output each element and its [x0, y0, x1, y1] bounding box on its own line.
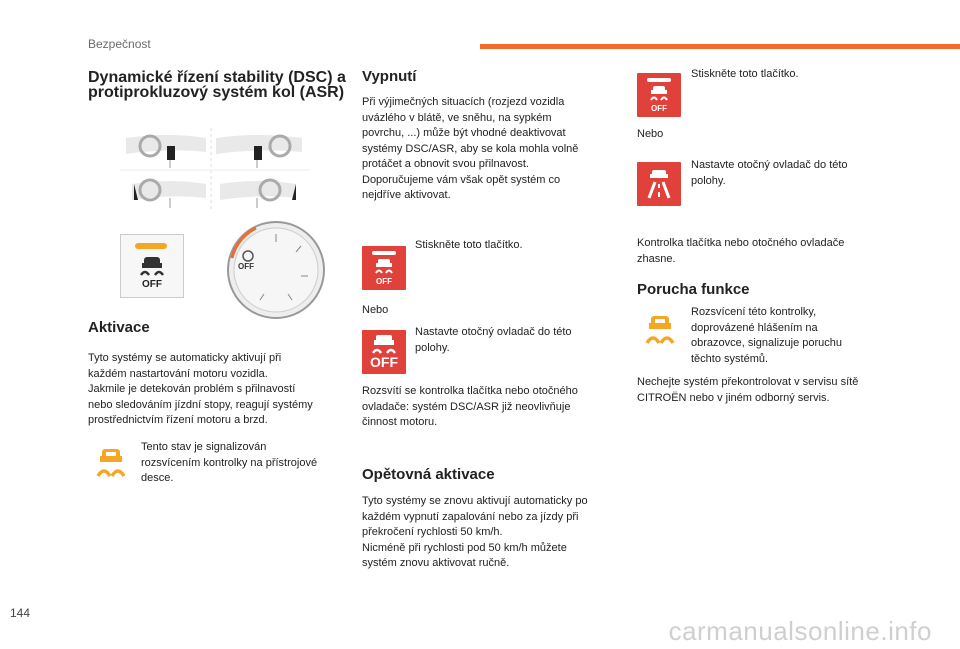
vypnuti-heading: Vypnutí	[362, 68, 417, 85]
rotary-knob	[226, 220, 326, 320]
road-mode-icon	[637, 162, 681, 206]
fault-heading: Porucha funkce	[637, 281, 750, 298]
light-off-text: Kontrolka tlačítka nebo otočného ovladače zhasne.	[637, 237, 845, 265]
set-knob-text: Nastavte otočný ovladač do této polohy.	[415, 326, 572, 354]
off-label: OFF	[142, 279, 162, 290]
light-on-text: Rozsvítí se kontrolka tlačítka nebo otočného ovladače: systém DSC/ASR již neovlivňuje činnost motoru.	[362, 385, 578, 428]
knob-off-label: OFF	[238, 262, 254, 271]
watermark: carmanualsonline.info	[668, 616, 932, 646]
page-number: 144	[10, 606, 31, 620]
reactivation-heading: Opětovná aktivace	[362, 466, 495, 483]
skidding-car-icon	[137, 255, 167, 279]
esc-off-button-icon-2: OFF	[637, 73, 681, 117]
nebo-text: Nebo	[362, 304, 389, 316]
section-accent-bar	[480, 44, 960, 49]
nebo-text-2: Nebo	[637, 128, 664, 140]
warning-text: Tento stav je signalizován rozsvícením kontrolky na přístrojové desce.	[141, 441, 318, 484]
vypnuti-text: Při výjimečných situacích (rozjezd vozidla uvázlého v blátě, ve sněhu, na sypkém povrchu, ...) může být vhodné deaktivovat systémy DSC/ASR, aby se kola mohla volně protáčet a obnovit svou přilnavost. Doporučujeme vám však opět systém co nejdříve aktivovat.	[362, 96, 579, 201]
button-indicator-light	[135, 243, 167, 249]
page-title: Dynamické řízení stability (DSC) a protiprokluzový systém kol (ASR)	[88, 69, 346, 101]
section-label: Bezpečnost	[88, 37, 151, 51]
reactivation-text: Tyto systémy se znovu aktivují automaticky po každém vypnutí zapalování nebo za jízdy při překročení rychlosti 50 km/h. Nicméně při rychlosti pod 50 km/h můžete systém znovu aktivovat ručně.	[362, 495, 588, 569]
advice-text: Nechejte systém překontrolovat v servisu sítě CITROËN nebo v jiném odborný servis.	[637, 376, 859, 404]
fault-text: Rozsvícení této kontrolky, doprovázené hlášením na obrazovce, signalizuje poruchu těchto systémů.	[691, 306, 843, 365]
skidding-car-warning-icon	[94, 446, 128, 480]
knob-off-icon: OFF	[362, 330, 406, 374]
steering-wheel-illustration	[120, 128, 310, 212]
aktivace-text: Tyto systémy se automaticky aktivují při každém nastartování motoru vozidla. Jakmile je detekován problém s přilnavostí nebo sledováním jízdní stopy, reagují systémy prostřednictvím řízení motoru a brzd.	[88, 352, 313, 426]
set-knob-text-2: Nastavte otočný ovladač do této polohy.	[691, 159, 848, 187]
esc-off-button-icon: OFF	[362, 246, 406, 290]
press-button-text-2: Stiskněte toto tlačítko.	[691, 68, 799, 80]
esc-off-button	[120, 234, 184, 298]
press-button-text: Stiskněte toto tlačítko.	[415, 239, 523, 251]
aktivace-heading: Aktivace	[88, 319, 150, 336]
fault-warning-icon	[643, 313, 677, 347]
